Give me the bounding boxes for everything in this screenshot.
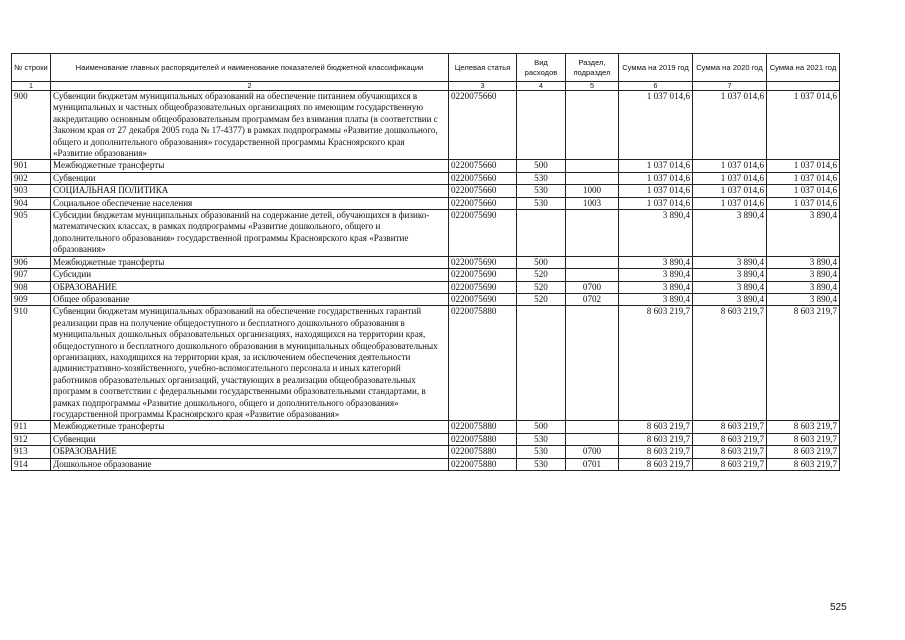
- row-section: [566, 210, 619, 257]
- row-sum-2020: 1 037 014,6: [693, 172, 767, 184]
- row-number: 902: [12, 172, 51, 184]
- header-expense-type: Вид расходов: [517, 54, 566, 82]
- row-name: Субсидии: [51, 269, 449, 281]
- row-sum-2019: 1 037 014,6: [619, 197, 693, 209]
- row-sum-2019: 3 890,4: [619, 281, 693, 293]
- row-number: 903: [12, 185, 51, 197]
- row-sum-2019: 8 603 219,7: [619, 306, 693, 421]
- row-sum-2020: 1 037 014,6: [693, 185, 767, 197]
- row-sum-2020: 3 890,4: [693, 281, 767, 293]
- row-sum-2021: 3 890,4: [767, 269, 840, 281]
- row-target-article: 0220075690: [449, 293, 517, 305]
- row-target-article: 0220075660: [449, 91, 517, 160]
- row-sum-2019: 1 037 014,6: [619, 185, 693, 197]
- header-row-number: № строки: [12, 54, 51, 82]
- row-section: [566, 269, 619, 281]
- budget-table: [11, 53, 840, 471]
- row-expense-type: 530: [517, 185, 566, 197]
- row-sum-2020: 3 890,4: [693, 293, 767, 305]
- row-sum-2021: 8 603 219,7: [767, 458, 840, 470]
- table-header-row: [12, 54, 840, 82]
- row-number: 906: [12, 256, 51, 268]
- table-row: [12, 306, 840, 421]
- row-name: Межбюджетные трансферты: [51, 421, 449, 433]
- row-name: СОЦИАЛЬНАЯ ПОЛИТИКА: [51, 185, 449, 197]
- column-index-blank: [767, 82, 840, 91]
- row-sum-2021: 1 037 014,6: [767, 197, 840, 209]
- row-target-article: 0220075880: [449, 458, 517, 470]
- row-number: 901: [12, 160, 51, 172]
- row-target-article: 0220075690: [449, 269, 517, 281]
- table-row: [12, 281, 840, 293]
- column-index-5: 5: [566, 82, 619, 91]
- table-row: [12, 446, 840, 458]
- row-name: Дошкольное образование: [51, 458, 449, 470]
- row-section: 1000: [566, 185, 619, 197]
- row-sum-2021: 3 890,4: [767, 256, 840, 268]
- column-index-7: 7: [693, 82, 767, 91]
- column-index-4: 4: [517, 82, 566, 91]
- row-sum-2021: 3 890,4: [767, 210, 840, 257]
- table-row: [12, 421, 840, 433]
- header-sum-2021: Сумма на 2021 год: [767, 54, 840, 82]
- row-number: 914: [12, 458, 51, 470]
- row-target-article: 0220075690: [449, 256, 517, 268]
- row-target-article: 0220075690: [449, 210, 517, 257]
- row-section: 1003: [566, 197, 619, 209]
- table-row: [12, 172, 840, 184]
- row-sum-2019: 1 037 014,6: [619, 172, 693, 184]
- row-sum-2019: 3 890,4: [619, 269, 693, 281]
- row-number: 909: [12, 293, 51, 305]
- row-expense-type: 520: [517, 281, 566, 293]
- row-name: Субвенции: [51, 433, 449, 445]
- row-name: Общее образование: [51, 293, 449, 305]
- row-sum-2019: 1 037 014,6: [619, 91, 693, 160]
- column-index-3: 3: [449, 82, 517, 91]
- row-name: Социальное обеспечение населения: [51, 197, 449, 209]
- column-index-1: 1: [12, 82, 51, 91]
- row-name: Субвенции бюджетам муниципальных образований на обеспечение государственных гарантий реализации прав на получение общедоступного и бесплатного дошкольного образования в муниципальных дошкольных образовательных организациях, находящихся на территории края, общедоступного и бесплатного дошкольного образования в муниципальных общеобразовательных организациях, находящихся на территории края, за исключением обеспечения деятельности административно-хозяйственного, учебно-вспомогательного персонала и иных категорий работников образовательных организаций, участвующих в реализации общеобразовательных программ в соответствии с федеральными государственными образовательными стандартами, в рамках подпрограммы «Развитие дошкольного, общего и дополнительного образования» государственной программы Красноярского края «Развитие образования»: [51, 306, 449, 421]
- table-row: [12, 433, 840, 445]
- table-body: [12, 91, 840, 471]
- row-sum-2021: 1 037 014,6: [767, 185, 840, 197]
- row-target-article: 0220075880: [449, 306, 517, 421]
- row-sum-2021: 8 603 219,7: [767, 421, 840, 433]
- row-target-article: 0220075660: [449, 160, 517, 172]
- table-row: [12, 185, 840, 197]
- row-name: ОБРАЗОВАНИЕ: [51, 281, 449, 293]
- row-number: 907: [12, 269, 51, 281]
- row-number: 913: [12, 446, 51, 458]
- table-row: [12, 160, 840, 172]
- row-number: 904: [12, 197, 51, 209]
- row-name: Субвенции: [51, 172, 449, 184]
- row-number: 900: [12, 91, 51, 160]
- row-target-article: 0220075880: [449, 421, 517, 433]
- row-sum-2021: 8 603 219,7: [767, 446, 840, 458]
- row-target-article: 0220075660: [449, 172, 517, 184]
- header-target-article: Целевая статья: [449, 54, 517, 82]
- table-row: [12, 269, 840, 281]
- row-name: Межбюджетные трансферты: [51, 256, 449, 268]
- row-name: Межбюджетные трансферты: [51, 160, 449, 172]
- row-expense-type: 520: [517, 293, 566, 305]
- row-expense-type: 530: [517, 446, 566, 458]
- row-number: 908: [12, 281, 51, 293]
- row-name: Субвенции бюджетам муниципальных образований на обеспечение питанием обучающихся в муниципальных и частных общеобразовательных организациях по имеющим государственную аккредитацию основным общеобразовательным программам без взимания платы (в соответствии с Законом края от 27 декабря 2005 года № 17-4377) в рамках подпрограммы «Развитие дошкольного, общего и дополнительного образования» государственной программы Красноярского края «Развитие образования»: [51, 91, 449, 160]
- row-section: [566, 306, 619, 421]
- row-target-article: 0220075660: [449, 185, 517, 197]
- row-sum-2020: 3 890,4: [693, 256, 767, 268]
- row-section: 0702: [566, 293, 619, 305]
- row-section: [566, 160, 619, 172]
- row-section: [566, 421, 619, 433]
- table-row: [12, 293, 840, 305]
- header-sum-2019: Сумма на 2019 год: [619, 54, 693, 82]
- row-target-article: 0220075880: [449, 433, 517, 445]
- row-target-article: 0220075660: [449, 197, 517, 209]
- row-section: [566, 172, 619, 184]
- row-number: 911: [12, 421, 51, 433]
- header-section: Раздел, подраздел: [566, 54, 619, 82]
- row-sum-2019: 3 890,4: [619, 210, 693, 257]
- row-sum-2020: 1 037 014,6: [693, 197, 767, 209]
- row-section: 0700: [566, 446, 619, 458]
- header-name: Наименование главных распорядителей и наименование показателей бюджетной классификации: [51, 54, 449, 82]
- table-row: [12, 197, 840, 209]
- row-sum-2020: 3 890,4: [693, 210, 767, 257]
- row-expense-type: 500: [517, 421, 566, 433]
- row-expense-type: 500: [517, 256, 566, 268]
- table-row: [12, 91, 840, 160]
- column-index-row: [12, 82, 840, 91]
- row-section: 0700: [566, 281, 619, 293]
- row-target-article: 0220075880: [449, 446, 517, 458]
- table-row: [12, 256, 840, 268]
- row-sum-2019: 8 603 219,7: [619, 433, 693, 445]
- row-number: 910: [12, 306, 51, 421]
- row-expense-type: [517, 91, 566, 160]
- row-name: Субсидии бюджетам муниципальных образований на содержание детей, обучающихся в физико-математических классах, в рамках подпрограммы «Развитие дошкольного, общего и дополнительного образования» государственной программы Красноярского края «Развитие образования»: [51, 210, 449, 257]
- row-sum-2020: 1 037 014,6: [693, 160, 767, 172]
- row-sum-2019: 8 603 219,7: [619, 421, 693, 433]
- row-sum-2019: 1 037 014,6: [619, 160, 693, 172]
- column-index-6: 6: [619, 82, 693, 91]
- row-expense-type: 500: [517, 160, 566, 172]
- row-sum-2020: 1 037 014,6: [693, 91, 767, 160]
- row-expense-type: [517, 306, 566, 421]
- column-index-2: 2: [51, 82, 449, 91]
- row-sum-2020: 8 603 219,7: [693, 421, 767, 433]
- row-sum-2020: 8 603 219,7: [693, 446, 767, 458]
- row-sum-2021: 8 603 219,7: [767, 306, 840, 421]
- row-name: ОБРАЗОВАНИЕ: [51, 446, 449, 458]
- row-expense-type: 530: [517, 458, 566, 470]
- row-sum-2021: 3 890,4: [767, 281, 840, 293]
- row-expense-type: 530: [517, 197, 566, 209]
- row-expense-type: [517, 210, 566, 257]
- row-sum-2020: 8 603 219,7: [693, 433, 767, 445]
- row-section: 0701: [566, 458, 619, 470]
- row-sum-2019: 3 890,4: [619, 293, 693, 305]
- header-sum-2020: Сумма на 2020 год: [693, 54, 767, 82]
- page-number: 525: [830, 602, 847, 613]
- row-sum-2021: 3 890,4: [767, 293, 840, 305]
- row-sum-2021: 1 037 014,6: [767, 160, 840, 172]
- row-section: [566, 91, 619, 160]
- row-expense-type: 530: [517, 433, 566, 445]
- row-sum-2021: 1 037 014,6: [767, 91, 840, 160]
- row-sum-2021: 8 603 219,7: [767, 433, 840, 445]
- row-sum-2019: 8 603 219,7: [619, 458, 693, 470]
- row-expense-type: 530: [517, 172, 566, 184]
- row-sum-2019: 3 890,4: [619, 256, 693, 268]
- row-sum-2020: 8 603 219,7: [693, 306, 767, 421]
- row-expense-type: 520: [517, 269, 566, 281]
- row-number: 912: [12, 433, 51, 445]
- row-number: 905: [12, 210, 51, 257]
- row-section: [566, 256, 619, 268]
- row-sum-2020: 8 603 219,7: [693, 458, 767, 470]
- table-row: [12, 210, 840, 257]
- row-section: [566, 433, 619, 445]
- row-target-article: 0220075690: [449, 281, 517, 293]
- row-sum-2020: 3 890,4: [693, 269, 767, 281]
- row-sum-2019: 8 603 219,7: [619, 446, 693, 458]
- table-row: [12, 458, 840, 470]
- row-sum-2021: 1 037 014,6: [767, 172, 840, 184]
